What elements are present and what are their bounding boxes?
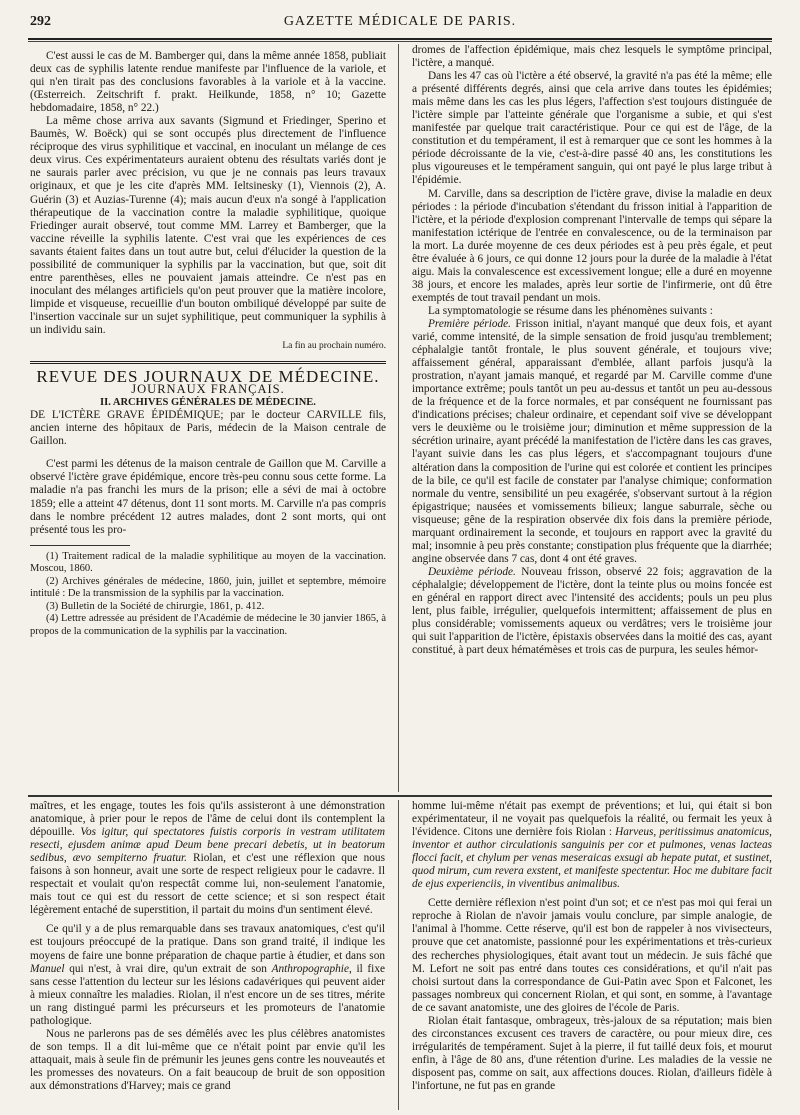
column-divider-lower: [398, 800, 399, 1110]
footnotes: [30, 551, 386, 639]
period-label: Première période.: [428, 317, 511, 330]
footnote: (2) Archives générales de médecine, 1860, juin, juillet et septembre, mémoire intitulé : De la transmission de la syphilis par la vaccination.: [30, 575, 386, 600]
header-rule-thin: [28, 41, 772, 42]
paragraph: maîtres, et les engage, toutes les fois qu'ils assisteront à une démonstration anatomique, à prier pour le repos de l'âme de celui dont ils contemplent la dépouille. Vos igitur, qui spectatores fuistis corporis in vestram utilitatem resecti, ejusdem animæ apud Deum bene precari debetis, ut in beatorum sedibus, ævo sempiterno fruatur. Riolan, et c'est une réflexion que nous faisons à son honneur, avait une sorte de respect religieux pour le cadavre. Il respectait et voulait qu'on respectât comme lui, non-seulement l'anatomie, mais tout ce qui est du ressort de cette science; et si son respect était légèrement entaché de superstition, il partait du moins d'un sentiment élevé.: [30, 800, 385, 917]
latin-quote: Harveus, peritissimus anatomicus, inventor et author circulationis sanguinis per cor et pulmones, venas lacteas flocci facit, et chylum per venas meseraicas exsugi ab hepate putat, et sustinet, quod mirum, cum revera exstent, et manifeste spectentur. Hoc me dubitare facit de ejus experienciis, in viventibus animalibus.: [412, 826, 772, 891]
paragraph: C'est parmi les détenus de la maison centrale de Gaillon que M. Carville a observé l'ictère grave épidémique, encore très-peu connu sous cette forme. La maladie n'a pas franchi les murs de la prison; elle a sévi de mai à octobre 1859; elle a atteint 47 détenus, dont 11 sont morts. M. Carville n'a pas compris dans le nombre précédent 12 autres malades, dont 2 sont morts, qui ont présenté tous les pro-: [30, 458, 386, 536]
paragraph: La symptomatologie se résume dans les phénomènes suivants :: [428, 304, 713, 317]
column-upper-left: [30, 50, 386, 638]
paragraph: Première période. Frisson initial, n'ayant manqué que deux fois, et ayant varié, comme intensité, de la simple sensation de froid jusqu'au tremblement; céphalalgie tantôt frontale, le plus souvent générale, et toujours vive; affaissement général, apparaissant d'emblée, allant parfois jusqu'à la prostration, n'ayant jamais manqué, et regardé par M. Carville comme d'une importance extrême; pouls tantôt un peu au-dessus et tantôt un peu au-dessous de la fréquence et de la force normales, et par conséquent ne fournissant pas d'indications précises; chaleur ordinaire, et cependant soif vive se développant vers le deuxième ou le troisième jour; diminution et même suppression de la sécrétion urinaire, ayant précédé la manifestation de l'ictère dans les cas graves, l'ayant suivie dans les cas plus légers, et s'accompagnant toujours d'une altération dans la composition de l'urine qui est colorée et contient les principes de la bile, ce qu'il est facile de constater par l'analyse chimique; conformation normale du ventre, sensibilité un peu exagérée, s'observant surtout à la région épigastrique; nausées et vomissements bilieux; langue saburrale, sèche ou visqueuse; gêne de la respiration observée dix fois dans la première période, marquant ordinairement la seconde, et toujours en rapport avec la gravité du mal; insomnie à peu près constante; constipation plus fréquente que la diarrhée; angine observée dans 7 cas, dont 4 ont été graves.: [412, 317, 773, 565]
horizontal-separator: [28, 795, 772, 797]
footnote: (1) Traitement radical de la maladie syphilitique au moyen de la vaccination. Moscou, 1860.: [30, 550, 386, 575]
paragraph: Ce qu'il y a de plus remarquable dans ses travaux anatomiques, c'est qu'il est toujours préoccupé de la pratique. Dans son grand traité, il indique les moyens de faire une bonne préparation de chaque partie à étudier, et dans son Manuel qui n'est, à vrai dire, qu'un extrait de son Anthropographie, il fixe sans cesse l'attention du lecteur sur les lésions cadavériques qui peuvent aider à mieux connaître les maladies. Riolan, il n'est encore un de ses titres, mérite un rang distingué parmi les précurseurs et les promoteurs de l'anatomie pathologique.: [30, 923, 385, 1027]
paragraph: dromes de l'affection épidémique, mais chez lesquels le symptôme principal, l'ictère, a manqué.: [412, 44, 772, 70]
section-subheading: II. ARCHIVES GÉNÉRALES DE MÉDECINE.: [100, 397, 316, 409]
column-divider: [398, 44, 399, 792]
paragraph: Cette dernière réflexion n'est point d'un sot; et ce n'est pas moi qui ferai un reproche à Riolan de n'avoir jamais voulu conclure, par simple analogie, de l'animal à l'homme. Cette réserve, qu'il est bon de rappeler à nos vivisecteurs, prouve que cet anatomiste, passionné pour les expérimentations et très-curieux des recherches physiologiques, était avant tout un médecin. Je suis fâché que M. Lefort ne soit pas entré dans toutes ces considérations, et qu'il n'ait pas choisi surtout dans la correspondance de Gui-Patin avec Spon et Falconet, les passages nombreux qui concernent Riolan, et qui sont, en somme, à l'avantage de ce savant anatomiste, une des gloires de l'école de Paris.: [412, 897, 772, 1014]
running-header: [28, 10, 772, 32]
latin-quote: Vos igitur, qui spectatores fuistis corporis in vestram utilitatem resecti, ejusdem animæ apud Deum bene precari debetis, ut in beatorum sedibus, ævo sempiterno fruatur.: [30, 826, 385, 865]
header-rule: [28, 38, 772, 40]
section-divider: [30, 361, 386, 364]
continuation-note: La fin au prochain numéro.: [282, 341, 386, 352]
column-lower-left: [30, 800, 385, 1093]
period-label: Deuxième période.: [428, 565, 516, 578]
paragraph: M. Carville, dans sa description de l'ictère grave, divise la maladie en deux périodes : la période d'incubation s'étendant du frisson initial à l'apparition de l'ictère, et la période d'explosion comprenant l'intervalle de temps qui sépare la manifestation ictérique de l'entrée en convalescence, ou de la terminaison par la mort. La durée moyenne de ces deux périodes est à peu près égale, et peut être évaluée à 6 jours, ce qui donne 12 jours pour la durée de la maladie à l'état aigu. Mais la convalescence est excessivement longue; elle a duré en moyenne 38 jours, et encore les malades, après leur sortie de l'infirmerie, ont dû être exemptés de tout travail pendant un mois.: [412, 187, 772, 304]
paragraph: Deuxième période. Nouveau frisson, observé 22 fois; aggravation de la céphalalgie; développement de l'ictère, dont la teinte plus ou moins foncée est en général en rapport direct avec l'intensité des accidents; pouls un peu plus lent, plus faible, irrégulier, quelquefois intermittent; affaissement de plus en plus considérable; vomissements aqueux ou verdâtres; vers le troisième jour qui suit l'apparition de l'ictère, épistaxis observées dans la moitié des cas, ayant constitué, à part deux hématémèses et trois cas de purpura, les seules hémor-: [412, 565, 772, 657]
paragraph: Riolan était fantasque, ombrageux, très-jaloux de sa réputation; mais bien des circonstances excusent ces travers de caractère, ou pour mieux dire, ces irrégularités de tempérament. Sujet à la pierre, il fut taillé deux fois, et mourut enfin, à l'âge de 80 ans, d'une rétention d'urine. Les maladies de la vessie ne disposent pas, comme on sait, aux affections douces. Riolan, d'ailleurs fidèle à l'infortune, ne fut pas en grande: [412, 1014, 772, 1092]
column-upper-right: [412, 44, 772, 657]
footnote: (3) Bulletin de la Société de chirurgie, 1861, p. 412.: [46, 600, 265, 612]
paragraph: homme lui-même n'était pas exempt de préventions; et lui, qui était si bon expérimentateur, il ne voyait pas quelquefois la réalité, ou fermait les yeux à l'évidence. Citons une dernière fois Riolan : Harveus, peritissimus anatomicus, inventor et author circulationis sanguinis per cor et pulmones, venas lacteas flocci facit, et chylum per venas meseraicas exsugi ab hepate putat, et sustinet, quod mirum, cum revera exstent, et manifeste spectentur. Hoc me dubitare facit de ejus experienciis, in viventibus animalibus.: [412, 800, 772, 891]
footnote-rule: [30, 545, 130, 546]
column-lower-right: [412, 800, 772, 1093]
paragraph: La même chose arriva aux savants (Sigmund et Friedinger, Sperino et Baumès, W. Boëck) qui se sont occupés plus directement de l'influence réciproque des virus syphilitique et vaccinal, en inoculant un mélange de ces deux virus. Ces expérimentateurs auraient obtenu des résultats variés dont je ne saurais parler avec précision, vu que je ne connais pas leurs travaux originaux, et que je les cite d'après MM. Ieltsinesky (1), Viennois (2), A. Guérin (3) et Auzias-Turenne (4); mais aucun d'eux n'a songé à l'application thérapeutique de la vaccination contre la maladie syphilitique, quoique Friedinger aurait observé, tout comme MM. Larrey et Bamberger, que la vaccine réveille la syphilis latente. C'est vrai que les expériences de ces savants étaient faites dans un tout autre but, celui d'élucider la question de la possibilité de communiquer la syphilis par la vaccination, but que, soit dit entre parenthèses, elles ne pouvaient jamais atteindre. Ce n'est pas en inoculant des mélanges artificiels qu'on peut prouver que la matière incolore, limpide et visqueuse, recueillie d'un bouton ombiliqué développé par suite de l'insertion vaccinale sur un sujet syphilitique, peut communiquer la syphilis à un individu sain.: [30, 115, 386, 336]
section-subtitle: JOURNAUX FRANÇAIS.: [131, 382, 285, 397]
paragraph: Nous ne parlerons pas de ses démêlés avec les plus célèbres anatomistes de son temps. Il a dit lui-même que ce n'était point par envie qu'il les attaquait, mais à seule fin de prémunir les jeunes gens contre les nouveautés et les promesses des novateurs. On a fait beaucoup de bruit de son opposition aux démonstrations d'Harvey; mais ce grand: [30, 1027, 385, 1092]
article-heading: DE L'ICTÈRE GRAVE ÉPIDÉMIQUE; par le docteur CARVILLE fils, ancien interne des hôpitaux de Paris, médecin de la Maison centrale de Gaillon.: [30, 409, 386, 448]
paragraph: Dans les 47 cas où l'ictère a été observé, la gravité n'a pas été la même; elle a présenté différents degrés, ainsi que cela arrive dans toutes les épidémies; mais même dans les cas les plus légers, l'affection s'est toujours distinguée de l'ictère simple par l'atteinte générale que l'organisme a subie, et qui s'est manifestée par quelque trait caractéristique. Pour ce qui est de l'âge, de la constitution et du tempérament, il est à remarquer que ce sont les hommes à la période décroissante de la vie, c'est-à-dire passé 40 ans, les constitutions les plus vigoureuses et le tempérament sanguin, qui ont payé le plus large tribut à l'épidémie.: [412, 70, 772, 187]
page-number: 292: [30, 14, 51, 29]
section-title: REVUE DES JOURNAUX DE MÉDECINE.: [36, 367, 380, 387]
running-title: GAZETTE MÉDICALE DE PARIS.: [283, 14, 517, 29]
footnote: (4) Lettre adressée au président de l'Académie de médecine le 30 janvier 1865, à propos de la communication de la syphilis par la vaccination.: [30, 613, 386, 637]
paragraph: C'est aussi le cas de M. Bamberger qui, dans la même année 1858, publiait deux cas de syphilis latente rendue manifeste par l'influence de la variole, et qui n'en tirait pas des conclusions favorables à la variole et à la vaccine. (Œsterreich. Zeitschrift f. prakt. Heilkunde, 1858, n° 10; Gazette hebdomadaire, 1858, n° 22.): [30, 50, 386, 115]
